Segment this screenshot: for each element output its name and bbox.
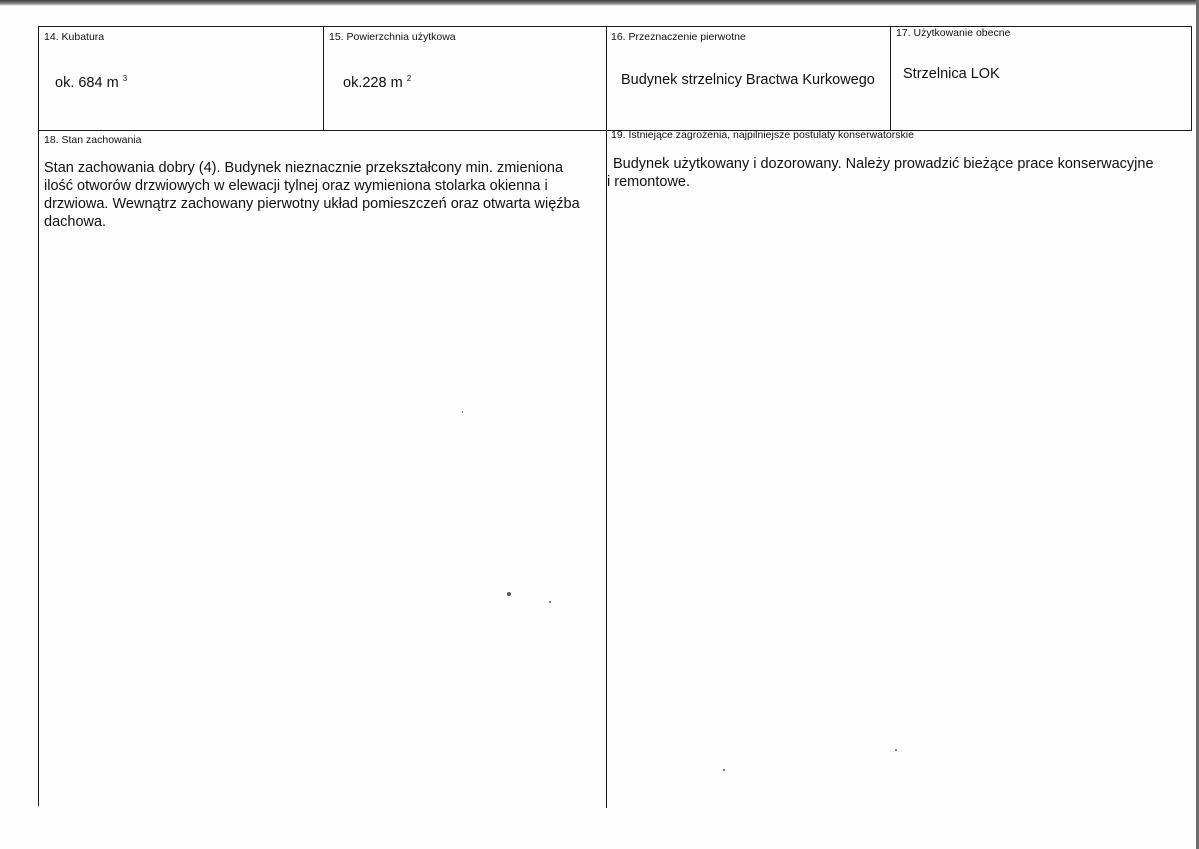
scan-speck	[462, 411, 463, 413]
stan-zachowania-label: 18. Stan zachowania	[44, 134, 142, 146]
stan-line-2: ilość otworów drzwiowych w elewacji tylnej oraz wymieniona stolarka okienna i	[44, 178, 548, 194]
zagrozenia-text	[607, 155, 1192, 191]
uzytkowanie-label: 17. Użytkowanie obecne	[896, 27, 1011, 39]
scan-speck	[549, 601, 551, 603]
stan-line-1: Stan zachowania dobry (4). Budynek nieznacznie przekształcony min. zmieniona	[44, 160, 564, 176]
divider-16-17	[890, 26, 891, 130]
divider-14-15	[323, 26, 324, 130]
left-border	[38, 26, 39, 806]
kubatura-label: 14. Kubatura	[44, 31, 105, 43]
divider-15-16	[606, 26, 607, 808]
zagrozenia-label: 19. Istniejące zagrożenia, najpilniejsze postulaty konserwatorskie	[611, 129, 914, 141]
przeznaczenie-label: 16. Przeznaczenie pierwotne	[611, 31, 746, 43]
przeznaczenie-value: Budynek strzelnicy Bractwa Kurkowego	[621, 72, 875, 88]
powierzchnia-label: 15. Powierzchnia użytkowa	[329, 31, 456, 43]
stan-zachowania-text	[44, 159, 602, 231]
powierzchnia-value: ok.228 m $^2$	[343, 74, 412, 91]
scan-edge-top	[0, 0, 1199, 6]
stan-line-3: drzwiowa. Wewnątrz zachowany pierwotny układ pomieszczeń oraz otwarta więźba	[44, 196, 580, 212]
right-border	[1191, 26, 1192, 130]
kubatura-unit-exponent: 3	[122, 74, 128, 83]
scan-speck	[507, 592, 511, 596]
stan-line-4: dachowa.	[44, 214, 107, 230]
scan-speck	[895, 749, 897, 751]
zagrozenia-line-2: i remontowe.	[607, 174, 691, 190]
kubatura-value: ok. 684 m $^3$	[55, 74, 128, 91]
uzytkowanie-value: Strzelnica LOK	[903, 66, 1000, 82]
powierzchnia-unit-exponent: 2	[406, 74, 412, 83]
row1-top-border	[38, 26, 1192, 27]
zagrozenia-line-1: Budynek użytkowany i dozorowany. Należy prowadzić bieżące prace konserwacyjne	[613, 156, 1154, 172]
scan-speck	[723, 769, 725, 771]
